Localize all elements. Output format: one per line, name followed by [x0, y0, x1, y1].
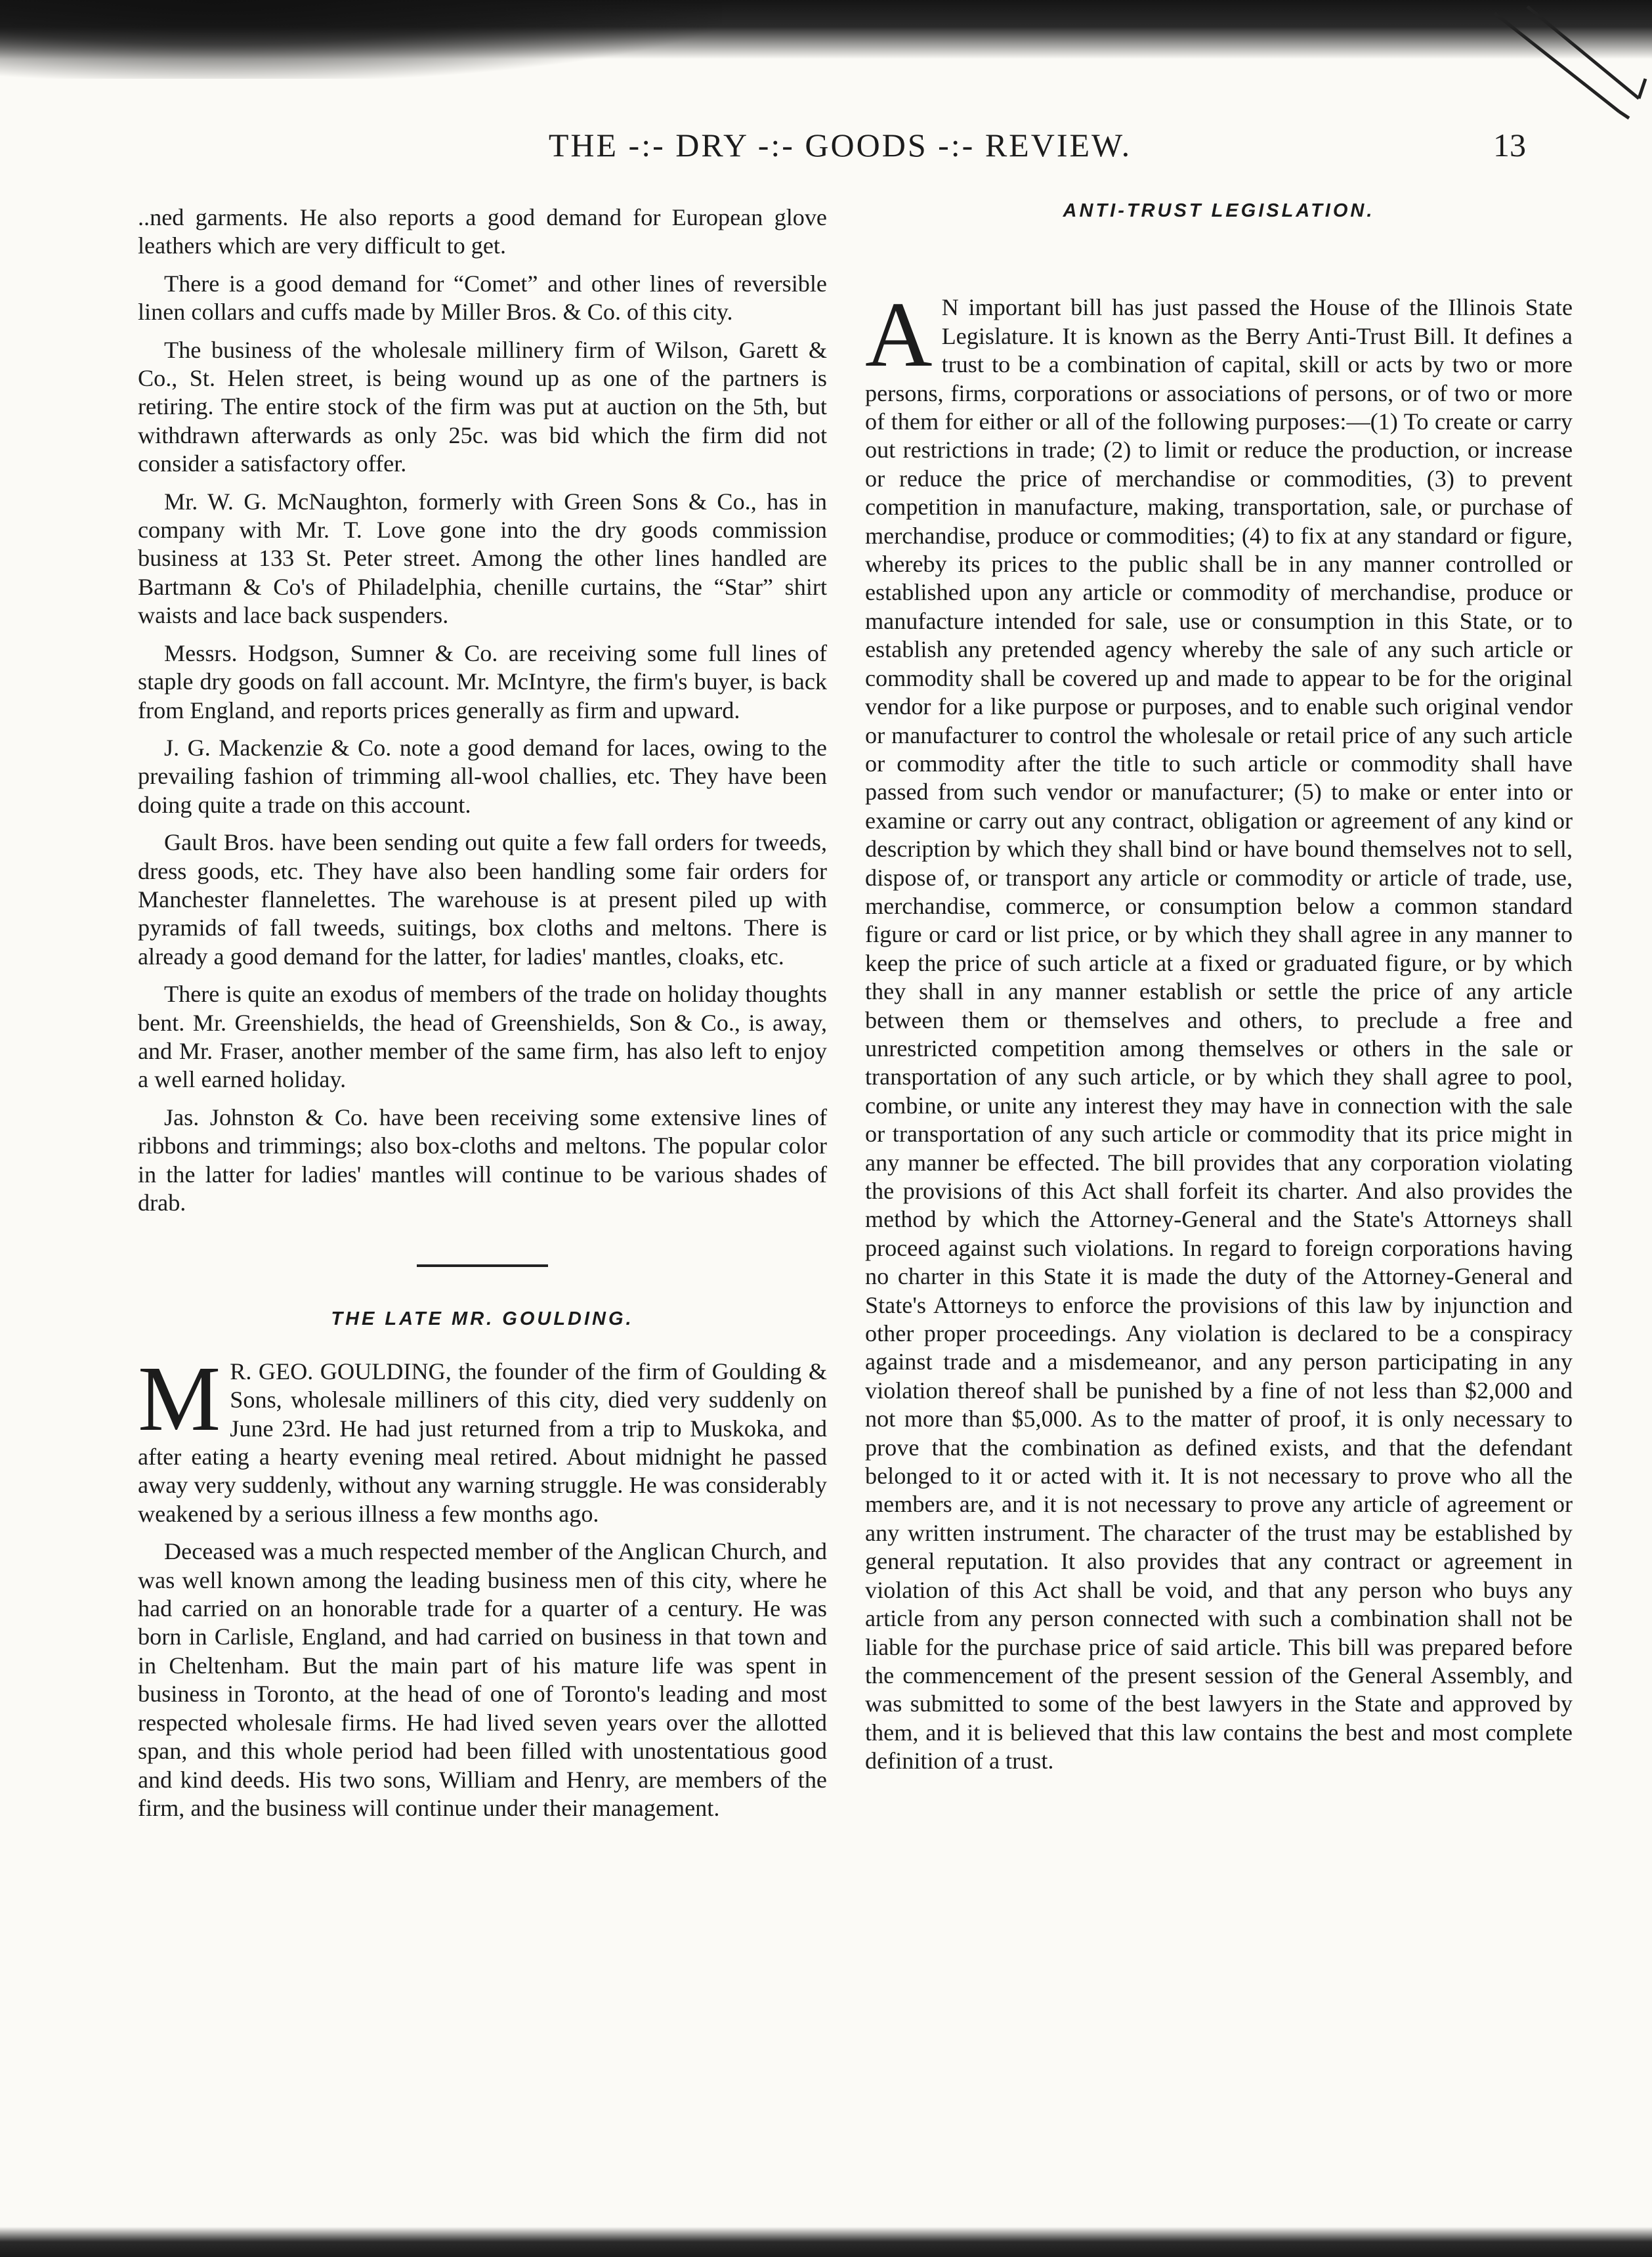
paragraph: There is quite an exodus of members of the trade on holiday thoughts bent. Mr. Greenshields, the head of Greenshields, Son & Co., is away, and Mr. Fraser, another member of the same firm, has also left to enjoy a well earned holiday. — [138, 981, 827, 1093]
paragraph: ..ned garments. He also reports a good demand for European glove leathers which are very difficult to get. — [138, 204, 827, 259]
obituary-heading: THE LATE MR. GOULDING. — [331, 1308, 634, 1330]
paragraph: Jas. Johnston & Co. have been receiving some extensive lines of ribbons and trimmings; also box-cloths and meltons. The popular color in the latter for ladies' mantles will continue to be various shades of drab. — [138, 1104, 827, 1216]
section-divider — [417, 1264, 548, 1267]
page-number: 13 — [1493, 127, 1526, 163]
paragraph: Mr. W. G. McNaughton, formerly with Green Sons & Co., has in company with Mr. T. Love gone into the dry goods commission business at 133 St. Peter street. Among the other lines handled are Bartmann & Co's of Philadelphia, chenille curtains, the “Star” shirt waists and lace back suspenders. — [138, 488, 827, 629]
drop-cap: M — [138, 1346, 221, 1450]
paragraph: The business of the wholesale millinery firm of Wilson, Garett & Co., St. Helen street, is being wound up as one of the partners is retiring. The entire stock of the firm was put at auction on the 5th, but withdrawn afterwards as only 25c. was bid which the firm did not consider a satisfactory offer. — [138, 336, 827, 477]
drop-cap: A — [865, 282, 933, 387]
left-column — [138, 204, 827, 1832]
scan-edge-bottom — [0, 2227, 1652, 2257]
paragraph: J. G. Mackenzie & Co. note a good demand for laces, owing to the prevailing fashion of trimming all-wool challies, etc. They have been doing quite a trade on this account. — [138, 734, 827, 818]
obituary-article — [138, 1346, 827, 1823]
scan-shadow-top — [0, 0, 722, 79]
paragraph: Messrs. Hodgson, Sumner & Co. are receiving some full lines of staple dry goods on fall account. Mr. McIntyre, the firm's buyer, is back from England, and reports prices generally as firm and upward. — [138, 639, 827, 723]
right-column — [865, 197, 1573, 1785]
obituary-lead-text: R. GEO. GOULDING, the founder of the firm of Goulding & Sons, wholesale milliners of this city, died very suddenly on June 23rd. He had just returned from a trip to Muskoka, and after eating a hearty evening meal retired. About midnight he passed away very suddenly, without any warning struggle. He was considerably weakened by a serious illness a few months ago. — [138, 1358, 827, 1527]
paragraph: Deceased was a much respected member of the Anglican Church, and was well known among the leading business men of this city, where he had carried on an honorable trade for a quarter of a century. He was born in Carlisle, England, and had carried on business in that town and in Cheltenham. But the main part of his mature life was spent in business in Toronto, at the head of one of Toronto's leading and most respected wholesale firms. He had lived seven years over the allotted span, and this whole period had been filled with unostentatious good and kind deeds. His two sons, William and Henry, are members of the firm, and the business will continue under their management. — [138, 1538, 827, 1821]
article-body-text: N important bill has just passed the House of the Illinois State Legislature. It is known as the Berry Anti-Trust Bill. It defines a trust to be a combination of capital, skill or acts by two or more persons, firms, corporations or associations of persons, or of two or more of them for either or all of the following purposes:—(1) To create or carry out restrictions in trade; (2) to limit or reduce the production, or increase or reduce the price of merchandise or commodities, (3) to prevent competition in manufacture, making, transportation, sale, or purchase of merchandise, produce or commodities; (4) to fix at any standard or figure, whereby its prices to the public shall be in any manner controlled or established upon any article or commodity of merchandise, produce or manufacture intended for sale, use or consumption in this State, or to establish any pretended agency whereby the sale of any such article or commodity shall be covered up and made to appear to be for the original vendor for a like purpose or purposes, and to enable such original vendor or manufacturer to control the wholesale or retail price of any such article or commodity after the title to such article or commodity shall have passed from such vendor or manufacturer; (5) to make or enter into or examine or carry out any contract, obligation or agreement of any kind or description by which they shall bind or have bound themselves not to sell, dispose of, or transport any article or commodity or article of trade, use, merchandise, commerce, or consumption below a common standard figure or card or list price, or by which they shall agree in any manner to keep the price of such article at a fixed or graduated figure, or by which they shall in any manner establish or settle the price of any article between them or themselves and others, to preclude a free and unrestricted competition among themselves or others in the sale or transportation of any such article, or by which they shall agree to pool, combine, or unite any interest they may have in connection with the sale or transportation of any such article or commodity that its price might in any manner be effected. The bill provides that any corporation violating the provisions of this Act shall forfeit its charter. And also provides the method by which the Attorney-General and the State's Attorneys shall proceed against such violations. In regard to foreign corporations having no charter in this State it is made the duty of the Attorney-General and State's Attorneys to enforce the provisions of this law by injunction and other proper proceedings. Any violation is declared to be a conspiracy against trade and a misdemeanor, and any person participating in any violation thereof shall be punished by a fine of not less than $2,000 and not more than $5,000. As to the matter of proof, it is only necessary to prove that the combination as defined exists, and that the defendant belonged to it or acted with it. It is not necessary to prove who all the members are, and it is not necessary to prove any article of agreement or any written instrument. The character of the trust may be established by general reputation. It also provides that any contract or agreement in violation of this Act shall be void, and that any person who buys any article from any person connected with such a combination shall not be liable for the purchase price of said article. This bill was prepared before the commencement of the present session of the General Assembly, and was submitted to some of the best lawyers in the State and approved by them, and it is believed that this law contains the best and most complete definition of a trust. — [865, 294, 1573, 1774]
page-header — [0, 126, 1652, 179]
article-body — [865, 282, 1573, 1775]
obituary-lead-paragraph — [138, 1346, 827, 1528]
paragraph: There is a good demand for “Comet” and other lines of reversible linen collars and cuffs made by Miller Bros. & Co. of this city. — [138, 270, 827, 326]
article-heading: ANTI-TRUST LEGISLATION. — [1063, 200, 1375, 221]
running-head: THE -:- DRY -:- GOODS -:- REVIEW. — [548, 127, 1132, 163]
paragraph: Gault Bros. have been sending out quite a few fall orders for tweeds, dress goods, etc. They have also been handling some fair orders for Manchester flannelettes. The warehouse is at present piled up with pyramids of fall tweeds, suitings, box cloths and meltons. There is already a good demand for the latter, for ladies' mantles, cloaks, etc. — [138, 829, 827, 970]
